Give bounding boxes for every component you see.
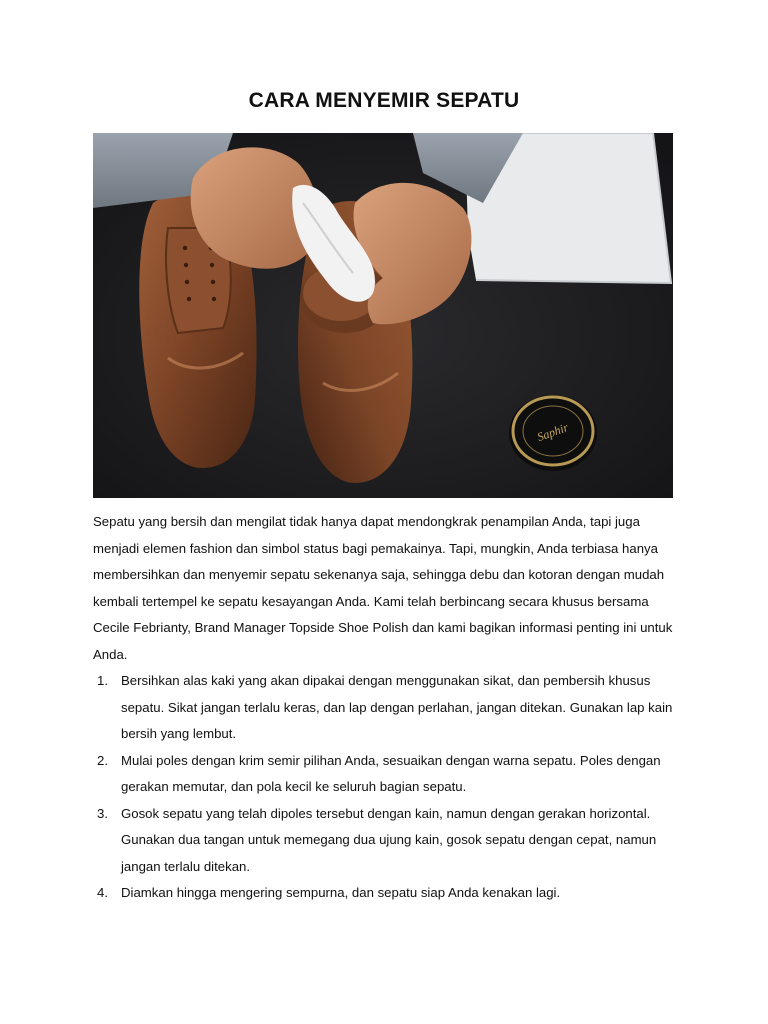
- shoe-polishing-photo: [93, 133, 673, 498]
- step-text: Gosok sepatu yang telah dipoles tersebut dengan kain, namun dengan gerakan horizontal. Gunakan dua tangan untuk memegang dua ujung kain, gosok sepatu dengan cepat, namun jangan terlalu ditekan.: [121, 805, 657, 874]
- steps-list: [93, 668, 683, 907]
- polish-tin: [509, 395, 597, 471]
- step-number: 3.: [97, 805, 108, 821]
- list-item: [93, 880, 683, 907]
- article-body: [93, 509, 683, 907]
- list-item: [93, 801, 683, 881]
- page-title: CARA MENYEMIR SEPATU: [248, 89, 520, 112]
- step-text: Bersihkan alas kaki yang akan dipakai dengan menggunakan sikat, dan pembersih khusus sepatu. Sikat jangan terlalu keras, dan lap dengan perlahan, jangan ditekan. Gunakan lap kain bersih yang lembut.: [121, 673, 673, 741]
- step-number: 1.: [97, 673, 108, 688]
- intro-paragraph: Sepatu yang bersih dan mengilat tidak hanya dapat mendongkrak penampilan Anda, tapi juga menjadi elemen fashion dan simbol status bagi pemakainya. Tapi, mungkin, Anda terbiasa hanya membersihkan dan menyemir sepatu sekenanya saja, sehingga debu dan kotoran dengan mudah kembali tertempel ke sepatu kesayangan Anda. Kami telah berbincang secara khusus bersama Cecile Febrianty, Brand Manager Topside Shoe Polish dan kami bagikan informasi penting ini untuk Anda.: [93, 514, 673, 662]
- list-item: [93, 748, 683, 801]
- step-number: 2.: [97, 752, 108, 768]
- step-text: Mulai poles dengan krim semir pilihan Anda, sesuaikan dengan warna sepatu. Poles dengan gerakan memutar, dan pola kecil ke seluruh bagian sepatu.: [121, 752, 661, 794]
- tin-label: Saphir: [535, 420, 571, 445]
- list-item: [93, 668, 683, 748]
- step-number: 4.: [97, 885, 108, 900]
- step-text: Diamkan hingga mengering sempurna, dan sepatu siap Anda kenakan lagi.: [121, 885, 561, 900]
